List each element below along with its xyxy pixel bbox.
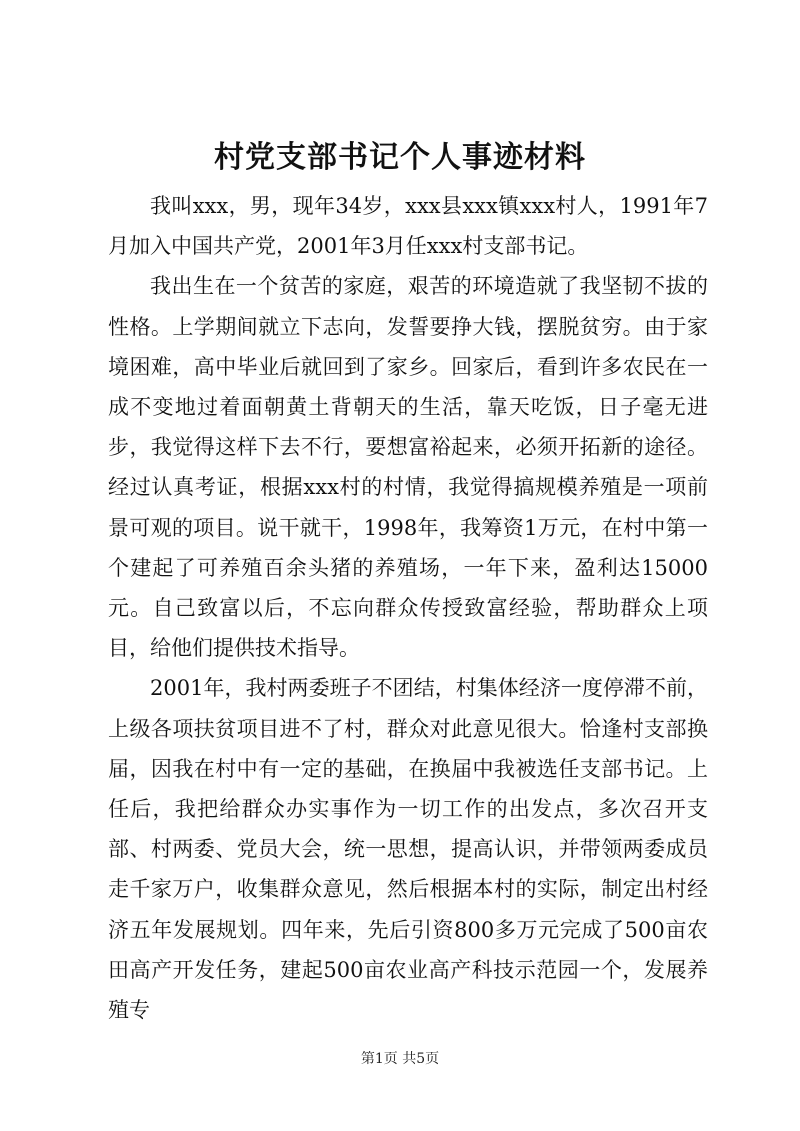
paragraph-leadership: 2001年，我村两委班子不团结，村集体经济一度停滞不前，上级各项扶贫项目进不了村，群众对此意见很大。恰逢村支部换届，因我在村中有一定的基础，在换届中我被选任支部书记。上任后，我把给群众办实事作为一切工作的出发点，多次召开支部、村两委、党员大会，统一思想，提高认识，并带领两委成员走千家万户，收集群众意见，然后根据本村的实际，制定出村经济五年发展规划。四年来，先后引资800多万元完成了500亩农田高产开发任务，建起500亩农业高产科技示范园一个，发展养殖专	[108, 676, 708, 1023]
page-footer: 第1页 共5页	[360, 1051, 440, 1067]
document-title: 村党支部书记个人事迹材料	[214, 140, 586, 175]
paragraph-background: 我出生在一个贫苦的家庭，艰苦的环境造就了我坚韧不拔的性格。上学期间就立下志向，发誓要挣大钱，摆脱贫穷。由于家境困难，高中毕业后就回到了家乡。回家后，看到许多农民在一成不变地过着面朝黄土背朝天的生活，靠天吃饭，日子毫无进步，我觉得这样下去不行，要想富裕起来，必须开拓新的途径。经过认真考证，根据xxx村的村情，我觉得搞规模养殖是一项前景可观的项目。说干就干，1998年，我筹资1万元，在村中第一个建起了可养殖百余头猪的养殖场，一年下来，盈利达15000元。自己致富以后，不忘向群众传授致富经验，帮助群众上项目，给他们提供技术指导。	[108, 274, 708, 661]
document-body	[108, 186, 708, 1030]
paragraph-intro: 我叫xxx，男，现年34岁，xxx县xxx镇xxx村人，1991年7月加入中国共产党，2001年3月任xxx村支部书记。	[108, 194, 708, 259]
